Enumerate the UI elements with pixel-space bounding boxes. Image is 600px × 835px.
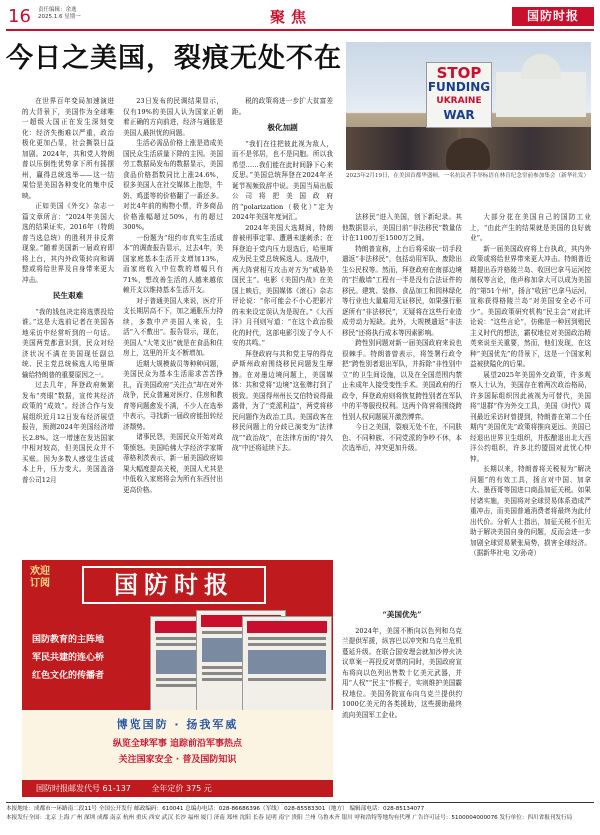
article-column-4-lower	[342, 610, 462, 720]
ad-slogan: 纵览全球军事 追踪前沿军事热点	[112, 739, 243, 749]
sign-line-1: STOP	[436, 64, 482, 82]
paragraph: 23日发布的民调结果显示，仅有19%的美国人认为国家正朝着正确的方向前进，经济与通胀是美国人最担忧的问题。	[123, 97, 223, 137]
article-column-1	[22, 96, 114, 485]
page-number: 16	[8, 6, 31, 27]
paragraph: 今日之美国，裂痕无处不在，不同肤色、不同种族、不同党派的争吵不休，本次选举后，冲突更加升级。	[342, 423, 462, 452]
header-meta	[38, 7, 81, 21]
page-footer	[6, 802, 594, 823]
ad-brand-logo: 国防时报	[82, 566, 266, 604]
paragraph: 大部分花在美国自己的国防工业上，“由此产生的结果就是美国的良好就业”。	[470, 213, 591, 242]
paragraph: 过去几年，拜登政府频繁发布“亮眼”数据，宣传其经济政策的“成效”。经济合作与发展组织近月12日发布经济展望报告，预测2024年美国经济增长2.8%。这一增速在发达国家中相对较高，但美国民众并不买账。因为多数人感觉生活成本上升，压力变大。美国盖洛普公司12月	[22, 381, 114, 484]
paragraph: “我们在往把彼此视为敌人，而不是邻居，也不是同胞。所以我希望……我们能在此时间静下心来反思。”美国总统拜登在2024年圣诞节视频致辞中说。美国当局出版公司将把美国政府的“polarization（极化）”定为2024年美国年度词汇。	[232, 139, 333, 221]
paragraph: 生活必需品价格上涨是造成美国民众生活质量下降的主因。美国劳工数据局发布的数据显示，美国食品价格指数同比上涨24.6%，很多美国人在社交媒体上抱怨，牛奶、鸡蛋等的价格翻了一番还多。对比4年前的购物小票，许多商品价格涨幅超过50%，有的超过300%。	[123, 139, 223, 231]
ad-tagline: 红色文化的传播者	[32, 671, 105, 681]
paragraph: “我的钱包决定将选票投给谁。”这是大选前记者在美国各地采访中经常听到的一句话。美国两党都意识到，民众对经济状况不满在美国现任副总统、民主党总统候选人哈里斯输给特朗普的重要原因之一。	[22, 307, 114, 379]
paragraph: 正如美国《外交》杂志一篇文章所言：“2024年美国大选的结果证实，2016年（特朗普当选总统）的胜利并非反常现象。”随着美国新一届政府即将上台，其内外政策转向和调整或将给世界及自身带来更大冲击。	[22, 202, 114, 284]
paragraph: 法移民”进入美国，创下新纪录。其他数据显示，美国目前“非法移民”数量估计在1100万至1500万之间。	[342, 213, 462, 242]
protest-sign	[426, 62, 492, 128]
ad-welcome: 欢迎 订阅	[30, 566, 50, 589]
editor-line: 责任编辑：余逸	[38, 7, 77, 13]
photo-caption: 2023年2月19日，在美国首都华盛顿，一名抗议者手举标语在林肯纪念堂前参加集会（新华社发）	[346, 173, 590, 179]
article-photo	[346, 42, 591, 170]
article-column-2	[123, 96, 223, 495]
paragraph: 2024年美国大选期间，特朗普被刑事定罪、遭遇未遂刺杀；在拜登迫于党内压力退选后，哈里斯成为民主党总统候选人。选战中，两大阵营相互攻击对方为“威胁美国民主”。电影《美国内战》在美国上映后，美国媒体《滚石》杂志评论说：“你可能会不小心把影片的未来设定误认为是现在。”《大西洋》月刊则写道：“在这个政治极化的时代，这部电影引发了令人不安的共鸣。”	[232, 223, 333, 347]
paragraph: 展望2025年美国外交政策，许多观察人士认为，美国存在着两次政治格局，许多国际组织因此被视为可替代，美国将“退群”作为外交工具，美国《时代》周刊最近采访时曾提到，特朗普在第二个任期内“美国优先”政策将推向更远。美国已经退出世界卫生组织，并酝酿退出北大西洋公约组织，许多北约盟国对此忧心忡忡。	[470, 370, 591, 463]
photo-dome	[521, 54, 561, 79]
ad-tagline: 军民共建的连心桥	[32, 653, 105, 663]
issue-code: 国防时报邮发代号 61-137	[36, 784, 131, 793]
footer-line: 本报发行全国：北京 上海 广州 深圳 成都 南京 杭州 重庆 西安 武汉 长沙 福州 厦门 济南 郑州 沈阳 长春 昆明 南宁 贵阳 兰州 乌鲁木齐 银川 呼和浩特等地均有代理 广告许可证号：5100004000076 发行单位：四川省报刊发行局	[6, 815, 573, 821]
paragraph: 在世界百年变局加速演进的大背景下，美国作为全球唯一超级大国正在发生深刻变化：经济失衡难以严重，政治极化更加凸显，社会撕裂日益加剧。2024年，共和党人特朗普以压倒性优势拿下所有摇摆州，赢得总统选举——这一结果恰是美国各种变化的集中反映。	[22, 97, 114, 200]
annual-price: 全年定价 375 元	[151, 784, 212, 793]
paragraph: 特朗普宣称，上台后将采取一切手段遣返“非法移民”，包括动用军队、废除出生公民权等。然而，拜登政府在南部边境的“拦截墙”工程有一半是没有合法证件的移民。建筑、装修、食品加工和园林绿化等行业也大量雇用无证移民，如果强行驱逐所有“非法移民”，无疑将在这些行业造成劳动力短缺。此外，大规模遣返“非法移民”还将执行成本等因素影响。	[342, 244, 462, 337]
subheading: 民生艰难	[52, 291, 84, 300]
paragraph: 近期大规模裁员等种种问题，美国民众为基本生活需求苦苦挣扎，而美国政府“关注点”却在对外战争，民众普遍对医疗、住房和教育等问题愈发不满，不少人在选举中表示，寻找新一届政府能扭转经济颓势。	[123, 359, 223, 431]
ad-newspaper-images	[150, 608, 330, 708]
paragraph: 新一届美国政府将上台执政，其内外政策或将给世界带来更大冲击。特朗普近期提出吞并格陵兰岛、收回巴拿马运河控制权等言论，他声称加拿大可以成为美国的“第51个州”，扬言“收回”巴拿马运河，宣称获得格陵兰岛“对美国安全必不可少”。美国政策研究机构“民主会”对此评论说：“这些言论”，仿佛是一种回到殖民主义时代的想法，霸权地位对美国政治精英来说至关重要，然而，他们发现，在这种“美国优先”的背景下，这是一个国家利益被狭隘化的后果。	[470, 244, 591, 368]
article-column-4	[342, 212, 462, 454]
section-title: 聚焦	[270, 8, 313, 26]
ad-slogan: 关注国家安全 · 普及国防知识	[118, 755, 237, 765]
footer-line: 本报地址：成都市一环路南二段11号 全国公开发行 邮政编码：610041 总编办电话：028-86686396（军线） 028-85583301（地方） 编辑部电话：028-85134077	[6, 806, 425, 812]
paragraph: 长期以来，特朗普将关税视为“解决问题”的有效工具，扬言对中国、加拿大、墨西哥等国进口商品加征关税。如果付诸实施，美国将对全球贸易体系造成严重冲击，而美国普通消费者将最终为此付出代价。分析人士指出，加征关税不但无助于解决美国自身的问题，反而会进一步加剧全球贸易紧张局势，损害全球经济。（据新华社电 文/孙奇）	[470, 465, 591, 557]
date-line: 2025.1.6 星期一	[38, 14, 81, 20]
header-divider	[6, 29, 594, 31]
paragraph: 2024年，美国不断向以色列和乌克兰提供军援，纵容巴以冲突和乌克兰危机蔓延升级。在联合国安理会就加沙停火决议草案一再投反对票的同时，美国政府宣布将向以色列出售数十亿美元武器，并用“人权”“民主”作幌子，实则维护美国霸权地位。美国务院宣布向乌克兰提供约1000亿美元的各类援助，这些援助最终流向美国军工企业。	[342, 626, 462, 719]
subheading: 极化加剧	[267, 123, 298, 132]
photo-protester	[446, 138, 490, 170]
article-column-3	[232, 96, 333, 454]
article-column-5	[470, 212, 591, 559]
subheading: “美国优先”	[382, 610, 422, 619]
ad-tagline: 国防教育的主阵地	[32, 635, 105, 645]
sign-line-2: FUNDING	[427, 80, 491, 94]
ad-slogan: 博览国防 · 扬我军威	[116, 718, 239, 731]
paragraph: 税的政策将进一步扩大贫富差距。	[232, 97, 333, 116]
paragraph: 跨性别问题对新一届美国政府来说也很棘手。特朗普曾表示，将签署行政令把“跨性别者退出军队，并拆除“非性别中立”的卫生间设施，以及在全国范围内禁止未成年人接受变性手术。美国政府的行政令，拜登政府则将恢复跨性别者在军队中的平等服役权利。这两个阵营将围绕跨性别人权问题展开激烈博弈。	[342, 339, 462, 421]
sign-line-3: UKRAINE	[436, 96, 482, 106]
subscription-ad	[22, 560, 333, 797]
newspaper-logo: 国防时报	[512, 7, 594, 26]
paragraph: 拜登政府与共和党主导的得克萨斯州政府围绕移民问题发生摩擦。在对墨边境问题上，美国媒体：共和党将“边境”这张牌打到了极致。美国得州州长艾伯特说得最露骨，为了“党派利益”，两党将移民问题作为政治工具。美国政客在移民问题上的分歧已演变为“法律战”“政治战”，在法律方面的“持久战”中还将延续下去。	[232, 349, 333, 452]
sign-line-4: WAR	[443, 108, 475, 122]
ad-subscription-info	[22, 780, 333, 797]
paragraph: 一份题为“纽约市真实生活成本”的调查报告显示，过去4年，美国家庭基本生活开支增加13%，而家庭收入中位数的增幅只有71%，想改善生活的人越来越依赖开支以维持基本生活开支。	[123, 233, 223, 294]
paragraph: 诸事民怨，美国民众开始对政策愤怒。美国哈佛大学经济学家斯蒂格利茨表示，新一届美国政府如果大幅度提高关税，美国人尤其是中低收入家庭将会为所有东西付出更高价格。	[123, 433, 223, 494]
article-headline: 今日之美国，裂痕无处不在	[6, 43, 342, 74]
paragraph: 对于普通美国人来说，医疗开支长期居高不下，加之通胀压力持续，多数中产美国人来说，生活“入不敷出”。报告显示，现在，美国人“大笔支出”就是在食品和住房上，这里的开支不断增加。	[123, 296, 223, 357]
page-header	[0, 0, 600, 30]
